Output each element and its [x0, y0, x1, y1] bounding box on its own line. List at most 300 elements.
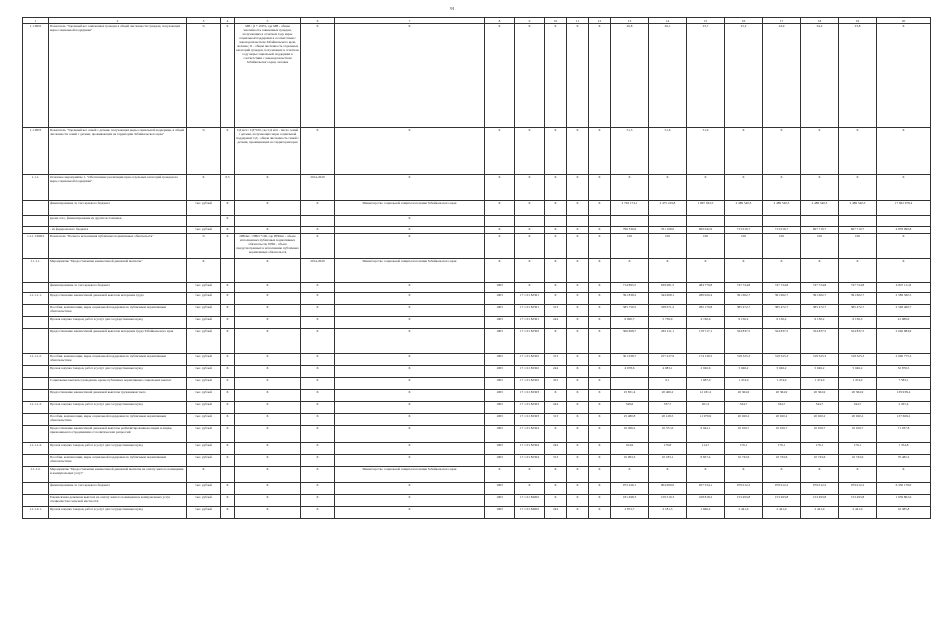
table-cell: 344 608,1 [649, 293, 687, 305]
table-cell: X [649, 467, 687, 483]
table-cell: тыс. рублей [187, 402, 221, 414]
table-cell: X [567, 483, 589, 495]
table-cell: X [545, 24, 567, 128]
table-cell: X [567, 507, 589, 519]
table-cell: 244 [545, 366, 567, 378]
table-cell: X [301, 329, 335, 354]
table-cell: 244 [545, 443, 567, 455]
table-cell: X [545, 426, 567, 443]
table-cell [187, 216, 221, 227]
table-cell: X [221, 227, 235, 234]
table-cell: 25 831,4 [611, 390, 649, 402]
table-cell: X [567, 201, 589, 216]
table-cell: 337,7 [649, 402, 687, 414]
table-cell: X [589, 455, 611, 467]
table-row [23, 366, 931, 378]
table-cell: X [567, 259, 589, 283]
table-cell: финансирование за счет краевого бюджета [49, 483, 187, 495]
table-cell: X [877, 24, 931, 128]
table-cell: 159 510,3 [649, 495, 687, 507]
table-cell: X [589, 201, 611, 216]
table-cell: 1003 [485, 378, 515, 390]
table-cell: Пособия, компенсации, меры социальной поддержки по публичным нормативным обязательствам [49, 455, 187, 467]
table-cell: 344,7 [801, 402, 839, 414]
table-cell: - из федерального бюджета [49, 227, 187, 234]
table-cell: X [221, 414, 235, 426]
table-cell: Министерство социальной защиты населения Забайкальского края [335, 259, 485, 283]
table-cell: X [301, 283, 335, 293]
table-cell: X [611, 259, 649, 283]
table-cell: Показатель "Удельный вес заявленных граждан в общей численности граждан, получающих меры социальной поддержки" [49, 24, 187, 128]
table-cell: 26,1 [649, 24, 687, 128]
table-cell: тыс. рублей [187, 507, 221, 519]
table-cell: X [235, 175, 301, 201]
table-cell: X [221, 443, 235, 455]
table-cell: X [567, 414, 589, 426]
table-cell: 2 489 540,3 [801, 201, 839, 216]
table-cell: 24,2 [801, 24, 839, 128]
table-cell [23, 390, 49, 402]
table-cell: 713 016,7 [725, 227, 763, 234]
table-cell: X [235, 354, 301, 366]
table-cell: Прочая закупка товаров, работ и услуг для государственных нужд [49, 317, 187, 329]
table-cell: 5 046,2 [725, 366, 763, 378]
table-cell: 2014-2020 [301, 175, 335, 201]
table-row [23, 443, 931, 455]
table-cell: X [301, 201, 335, 216]
table-cell: 17 1 01 84002 [515, 495, 545, 507]
table-cell: 6 130,2 [801, 317, 839, 329]
table-row [23, 402, 931, 414]
table-cell: 26,8 [611, 24, 649, 128]
table-cell: X [589, 467, 611, 483]
table-cell: тыс. рублей [187, 495, 221, 507]
table-cell: X [567, 305, 589, 317]
table-cell: 747 724,8 [839, 283, 877, 293]
table-cell: 2 441,0 [839, 507, 877, 519]
table-cell: Предоставление ежемесячной денежной выплаты ветеранам труда Забайкальского края [49, 329, 187, 354]
table-cell: 313 [545, 455, 567, 467]
table-cell: X [301, 390, 335, 402]
table-cell: 20 364,9 [725, 390, 763, 402]
table-cell: 20 364,9 [763, 390, 801, 402]
header-cell: 20 [877, 18, 931, 24]
table-cell: 2 489 540,3 [763, 201, 801, 216]
table-cell: X [877, 467, 931, 483]
table-cell: 318 325,3 [801, 354, 839, 366]
table-cell [23, 216, 49, 227]
table-cell: кроме того, финансирование из других источников [49, 216, 187, 227]
table-cell: X [567, 128, 589, 175]
table-cell: X [235, 483, 301, 495]
table-cell: X [221, 234, 235, 259]
table-cell: 972 226,1 [611, 483, 649, 495]
header-cell: 5 [235, 18, 301, 24]
table-cell: 244 [545, 507, 567, 519]
table-cell: X [567, 354, 589, 366]
table-row [23, 390, 931, 402]
table-cell [301, 216, 335, 227]
table-cell: X [235, 443, 301, 455]
table-row [23, 378, 931, 390]
table-cell: 20 128,5 [649, 414, 687, 426]
table-cell: 10 206,2 [611, 426, 649, 443]
table-row [23, 495, 931, 507]
table-cell: 391 602,7 [839, 293, 877, 305]
table-cell: 10 743,6 [725, 455, 763, 467]
table-cell: X [589, 483, 611, 495]
table-cell: X [589, 305, 611, 317]
table-cell: X [335, 507, 485, 519]
table-cell: 484 779,8 [687, 283, 725, 293]
table-cell: 1.1.1.1.1. [23, 293, 49, 305]
table-cell: 176,1 [801, 443, 839, 455]
table-cell: тыс. рублей [187, 390, 221, 402]
table-cell: 17 1 01 82303 [515, 390, 545, 402]
table-cell: 1.1.1. ПОКЗ [23, 234, 49, 259]
table-cell: X [221, 128, 235, 175]
table-cell: X [567, 293, 589, 305]
table-cell: тыс. рублей [187, 293, 221, 305]
table-cell: X [545, 390, 567, 402]
table-cell: X [301, 354, 335, 366]
table-cell: 25,2 [725, 24, 763, 128]
table-cell: X [589, 414, 611, 426]
table-row [23, 329, 931, 354]
table-cell: X [567, 378, 589, 390]
table-cell: 5 046,2 [763, 366, 801, 378]
table-cell: 1 687,0 [687, 378, 725, 390]
table-cell [515, 216, 545, 227]
header-cell: 17 [763, 18, 801, 24]
table-cell: финансирование за счет краевого бюджета [49, 201, 187, 216]
table-cell: X [589, 283, 611, 293]
table-cell: 1003 [485, 402, 515, 414]
table-cell: 174 139,5 [687, 354, 725, 366]
table-cell: 2 589 560,5 [877, 293, 931, 305]
table-cell: 5 736,9 [649, 317, 687, 329]
table-cell: X [515, 201, 545, 216]
table-cell: X [567, 495, 589, 507]
table-cell: X [589, 366, 611, 378]
table-cell: 23,7 [687, 24, 725, 128]
table-cell: 100 [649, 234, 687, 259]
table-cell: 313 [545, 305, 567, 317]
table-cell: 17 1 01 82301 [515, 305, 545, 317]
table-cell: 153 493,8 [725, 495, 763, 507]
table-cell: X [301, 378, 335, 390]
table-cell: Прочая закупка товаров, работ и услуг для государственных нужд [49, 443, 187, 455]
table-cell: X [567, 390, 589, 402]
table-cell: финансирование за счет краевого бюджета [49, 283, 187, 293]
table-cell: X [221, 329, 235, 354]
table-cell: X [221, 426, 235, 443]
table-cell: 2 441,0 [801, 507, 839, 519]
table-cell [235, 216, 301, 227]
table-cell: X [235, 366, 301, 378]
table-cell: 1 039 802,0 [877, 495, 931, 507]
table-cell: 201,3 [687, 402, 725, 414]
table-cell: X [589, 390, 611, 402]
table-row [23, 234, 931, 259]
table-cell: X [221, 216, 235, 227]
table-cell: 324 837,5 [839, 329, 877, 354]
table-cell: 10 093,3 [611, 455, 649, 467]
table-cell: 1.1.1.1.4. [23, 443, 49, 455]
table-cell: 17 1 01 82304 [515, 455, 545, 467]
table-row [23, 175, 931, 201]
table-cell: 979 012,2 [801, 483, 839, 495]
table-cell: X [877, 234, 931, 259]
table-cell: X [301, 443, 335, 455]
table-cell: X [335, 390, 485, 402]
table-cell [801, 216, 839, 227]
table-cell: X [589, 329, 611, 354]
table-cell: 181 498,3 [611, 495, 649, 507]
table-cell: X [589, 293, 611, 305]
table-cell: X [235, 227, 301, 234]
table-cell: 1003 [485, 414, 515, 426]
table-cell: 5 046,2 [801, 366, 839, 378]
table-cell: 391 838,2 [611, 293, 649, 305]
table-cell: тыс. рублей [187, 283, 221, 293]
table-cell: X [545, 495, 567, 507]
table-cell [23, 317, 49, 329]
table-cell: Предоставление ежемесячной денежной выплаты реабилитированным лицам и лицам, признанным пострадавшими от политических репрессий [49, 426, 187, 443]
header-cell: 16 [725, 18, 763, 24]
table-cell: 10 183,1 [649, 455, 687, 467]
table-cell: 20 020,2 [763, 414, 801, 426]
table-cell: X [335, 455, 485, 467]
table-cell: 657 534,1 [687, 483, 725, 495]
table-cell: тыс. рублей [187, 443, 221, 455]
table-cell: Пособия, компенсации, меры социальной поддержки по публичным нормативным обязательствам [49, 354, 187, 366]
table-cell: 667 710,7 [801, 227, 839, 234]
table-cell [221, 259, 235, 283]
table-cell: X [187, 467, 221, 483]
table-cell [545, 216, 567, 227]
table-cell: X [485, 201, 515, 216]
table-cell: X [763, 128, 801, 175]
table-cell: X [335, 414, 485, 426]
table-cell: 17 1 01 82304 [515, 426, 545, 443]
table-cell: 1003 [485, 443, 515, 455]
table-cell: X [301, 317, 335, 329]
table-cell: 24,9 [763, 24, 801, 128]
table-cell [877, 216, 931, 227]
table-cell: 1.1.1.1.2. [23, 354, 49, 366]
table-cell: X [301, 414, 335, 426]
table-cell: X [589, 354, 611, 366]
table-cell: X [687, 467, 725, 483]
table-cell: X [335, 283, 485, 293]
table-row [23, 507, 931, 519]
table-cell: X [877, 128, 931, 175]
table-cell: 17 1 01 82301 [515, 317, 545, 329]
table-cell: 20 020,2 [801, 414, 839, 426]
table-cell: X [485, 259, 515, 283]
table-cell: X [763, 175, 801, 201]
table-cell: X [589, 378, 611, 390]
table-cell: 2 926,6 [687, 366, 725, 378]
table-row [23, 317, 931, 329]
header-cell: 10 [545, 18, 567, 24]
table-cell: X [515, 259, 545, 283]
table-cell: X [235, 317, 301, 329]
table-cell: X [589, 227, 611, 234]
table-cell: 20 020,2 [725, 414, 763, 426]
table-cell: 2 006 775,3 [877, 354, 931, 366]
table-cell: X [801, 128, 839, 175]
table-cell: 153 493,8 [801, 495, 839, 507]
table-cell: 176,8 [649, 443, 687, 455]
table-cell: 4 740,6 [687, 317, 725, 329]
table-cell: X [335, 216, 485, 227]
table-cell: 1 474,0 [725, 378, 763, 390]
table-cell: 2 475 419,8 [649, 201, 687, 216]
table-cell: 244 [545, 317, 567, 329]
table-cell: X [567, 366, 589, 378]
table-cell: X [485, 128, 515, 175]
table-cell: X [301, 402, 335, 414]
table-cell: 71 037,8 [877, 426, 931, 443]
table-cell: 301 938,7 [611, 354, 649, 366]
table-cell: X [589, 507, 611, 519]
table-cell: X [545, 201, 567, 216]
table-cell: % [187, 128, 221, 175]
table-cell [23, 483, 49, 495]
table-cell [485, 216, 515, 227]
table-cell: 1.1.1.2. [23, 467, 49, 483]
table-cell: X [221, 378, 235, 390]
table-cell: 344,7 [763, 402, 801, 414]
table-cell: 25 480,8 [611, 414, 649, 426]
table-cell: X [335, 227, 485, 234]
table-cell: 385 750,5 [611, 305, 649, 317]
table-cell: 609 042,9 [687, 227, 725, 234]
table-cell: Пособия, компенсации, меры социальной поддержки по публичным нормативным обязательствам [49, 305, 187, 317]
table-cell [221, 467, 235, 483]
table-row [23, 227, 931, 234]
table-cell: МВ / (I + 100%, где МВ - общая численность заявленных граждан, получающих в отчетном году меры социальной поддержки в соответствии с законодательством Забайкальского края, человек; I1 - общая численность отдельных категорий граждан, получающих в отчетном году меры социальной поддержки в соответствии с законодательством Забайкальского края, человек [235, 24, 301, 128]
table-cell: 17 1 01 82303 [515, 402, 545, 414]
table-cell: X [235, 378, 301, 390]
table-row [23, 128, 931, 175]
table-cell: X [567, 317, 589, 329]
table-cell: X [301, 128, 335, 175]
table-cell: 338 671,2 [649, 305, 687, 317]
table-cell: X [567, 467, 589, 483]
table-cell: X [235, 283, 301, 293]
table-cell: X [301, 227, 335, 234]
table-cell: 100 [839, 234, 877, 259]
program-table [22, 17, 931, 519]
table-cell: X [221, 483, 235, 495]
table-cell: X [187, 175, 221, 201]
table-cell: X [567, 329, 589, 354]
table-cell: X [649, 259, 687, 283]
table-cell: Министерство социальной защиты населения Забайкальского края [335, 201, 485, 216]
table-cell: тыс. рублей [187, 354, 221, 366]
table-cell: 713 016,7 [763, 227, 801, 234]
table-cell: 6 130,2 [725, 317, 763, 329]
table-cell: 41 089,0 [877, 317, 931, 329]
table-cell: 0,5 [221, 175, 235, 201]
table-cell: 1003 [485, 329, 515, 354]
table-cell: X [301, 467, 335, 483]
table-cell: 6 827,4 [687, 455, 725, 467]
table-cell: 324 837,5 [725, 329, 763, 354]
table-cell: X [221, 390, 235, 402]
table-cell: X [567, 234, 589, 259]
table-cell: X [221, 495, 235, 507]
table-cell: 282 179,8 [687, 305, 725, 317]
table-cell: X [301, 507, 335, 519]
table-cell: 4 878 096,8 [877, 227, 931, 234]
table-cell: X [335, 234, 485, 259]
table-cell: 17 1 01 82302 [515, 354, 545, 366]
table-cell: Ежемесячная денежная выплата на оплату жилого помещения и коммунальных услуг специалистам сельской местности [49, 495, 187, 507]
table-cell: X [515, 24, 545, 128]
table-cell: X [335, 426, 485, 443]
table-cell: тыс. рублей [187, 201, 221, 216]
table-cell: X [839, 175, 877, 201]
table-cell: 1003 [485, 305, 515, 317]
table-cell: X [221, 24, 235, 128]
table-cell: 1003 [485, 283, 515, 293]
table-cell: 16 385,8 [877, 507, 931, 519]
table-row [23, 305, 931, 317]
table-cell: 1 474,0 [801, 378, 839, 390]
table-cell: 17 1 01 82304 [515, 443, 545, 455]
table-cell: Основное мероприятие 1. "Обеспечение реализации прав отдельных категорий граждан на меры социальной поддержки" [49, 175, 187, 201]
table-cell: тыс. рублей [187, 378, 221, 390]
table-cell: 344,7 [725, 402, 763, 414]
table-cell: X [335, 175, 485, 201]
table-cell: 313 [545, 354, 567, 366]
table-cell: X [301, 426, 335, 443]
table-cell: Мероприятие "Предоставление ежемесячной денежной выплаты на оплату жилого помещения и коммунальных услуг" [49, 467, 187, 483]
table-cell: X [485, 234, 515, 259]
table-cell: X [801, 259, 839, 283]
table-cell: 349,6 [611, 402, 649, 414]
table-cell: тыс. рублей [187, 305, 221, 317]
table-cell [611, 216, 649, 227]
table-cell: 1.1.1.1. [23, 259, 49, 283]
table-cell: 17 822 978,4 [877, 201, 931, 216]
table-cell: X [545, 227, 567, 234]
table-cell: X [567, 426, 589, 443]
table-cell: 385 472,7 [801, 305, 839, 317]
table-cell: X [335, 483, 485, 495]
table-cell: X [335, 329, 485, 354]
table-cell [23, 414, 49, 426]
table-cell: X [235, 507, 301, 519]
table-cell: X [515, 283, 545, 293]
table-cell: X [335, 128, 485, 175]
table-cell: 391 602,7 [801, 293, 839, 305]
table-cell: Мероприятие "Предоставление ежемесячной денежной выплаты" [49, 259, 187, 283]
table-cell: 2 792 174,1 [611, 201, 649, 216]
table-cell: X [335, 366, 485, 378]
table-cell: 318 325,3 [839, 354, 877, 366]
table-cell: 176,1 [725, 443, 763, 455]
table-cell: 286 920,4 [687, 293, 725, 305]
table-cell: 6 450 178,0 [877, 483, 931, 495]
table-cell: X [589, 495, 611, 507]
table-cell: 979 012,2 [839, 483, 877, 495]
table-cell: X [221, 507, 235, 519]
